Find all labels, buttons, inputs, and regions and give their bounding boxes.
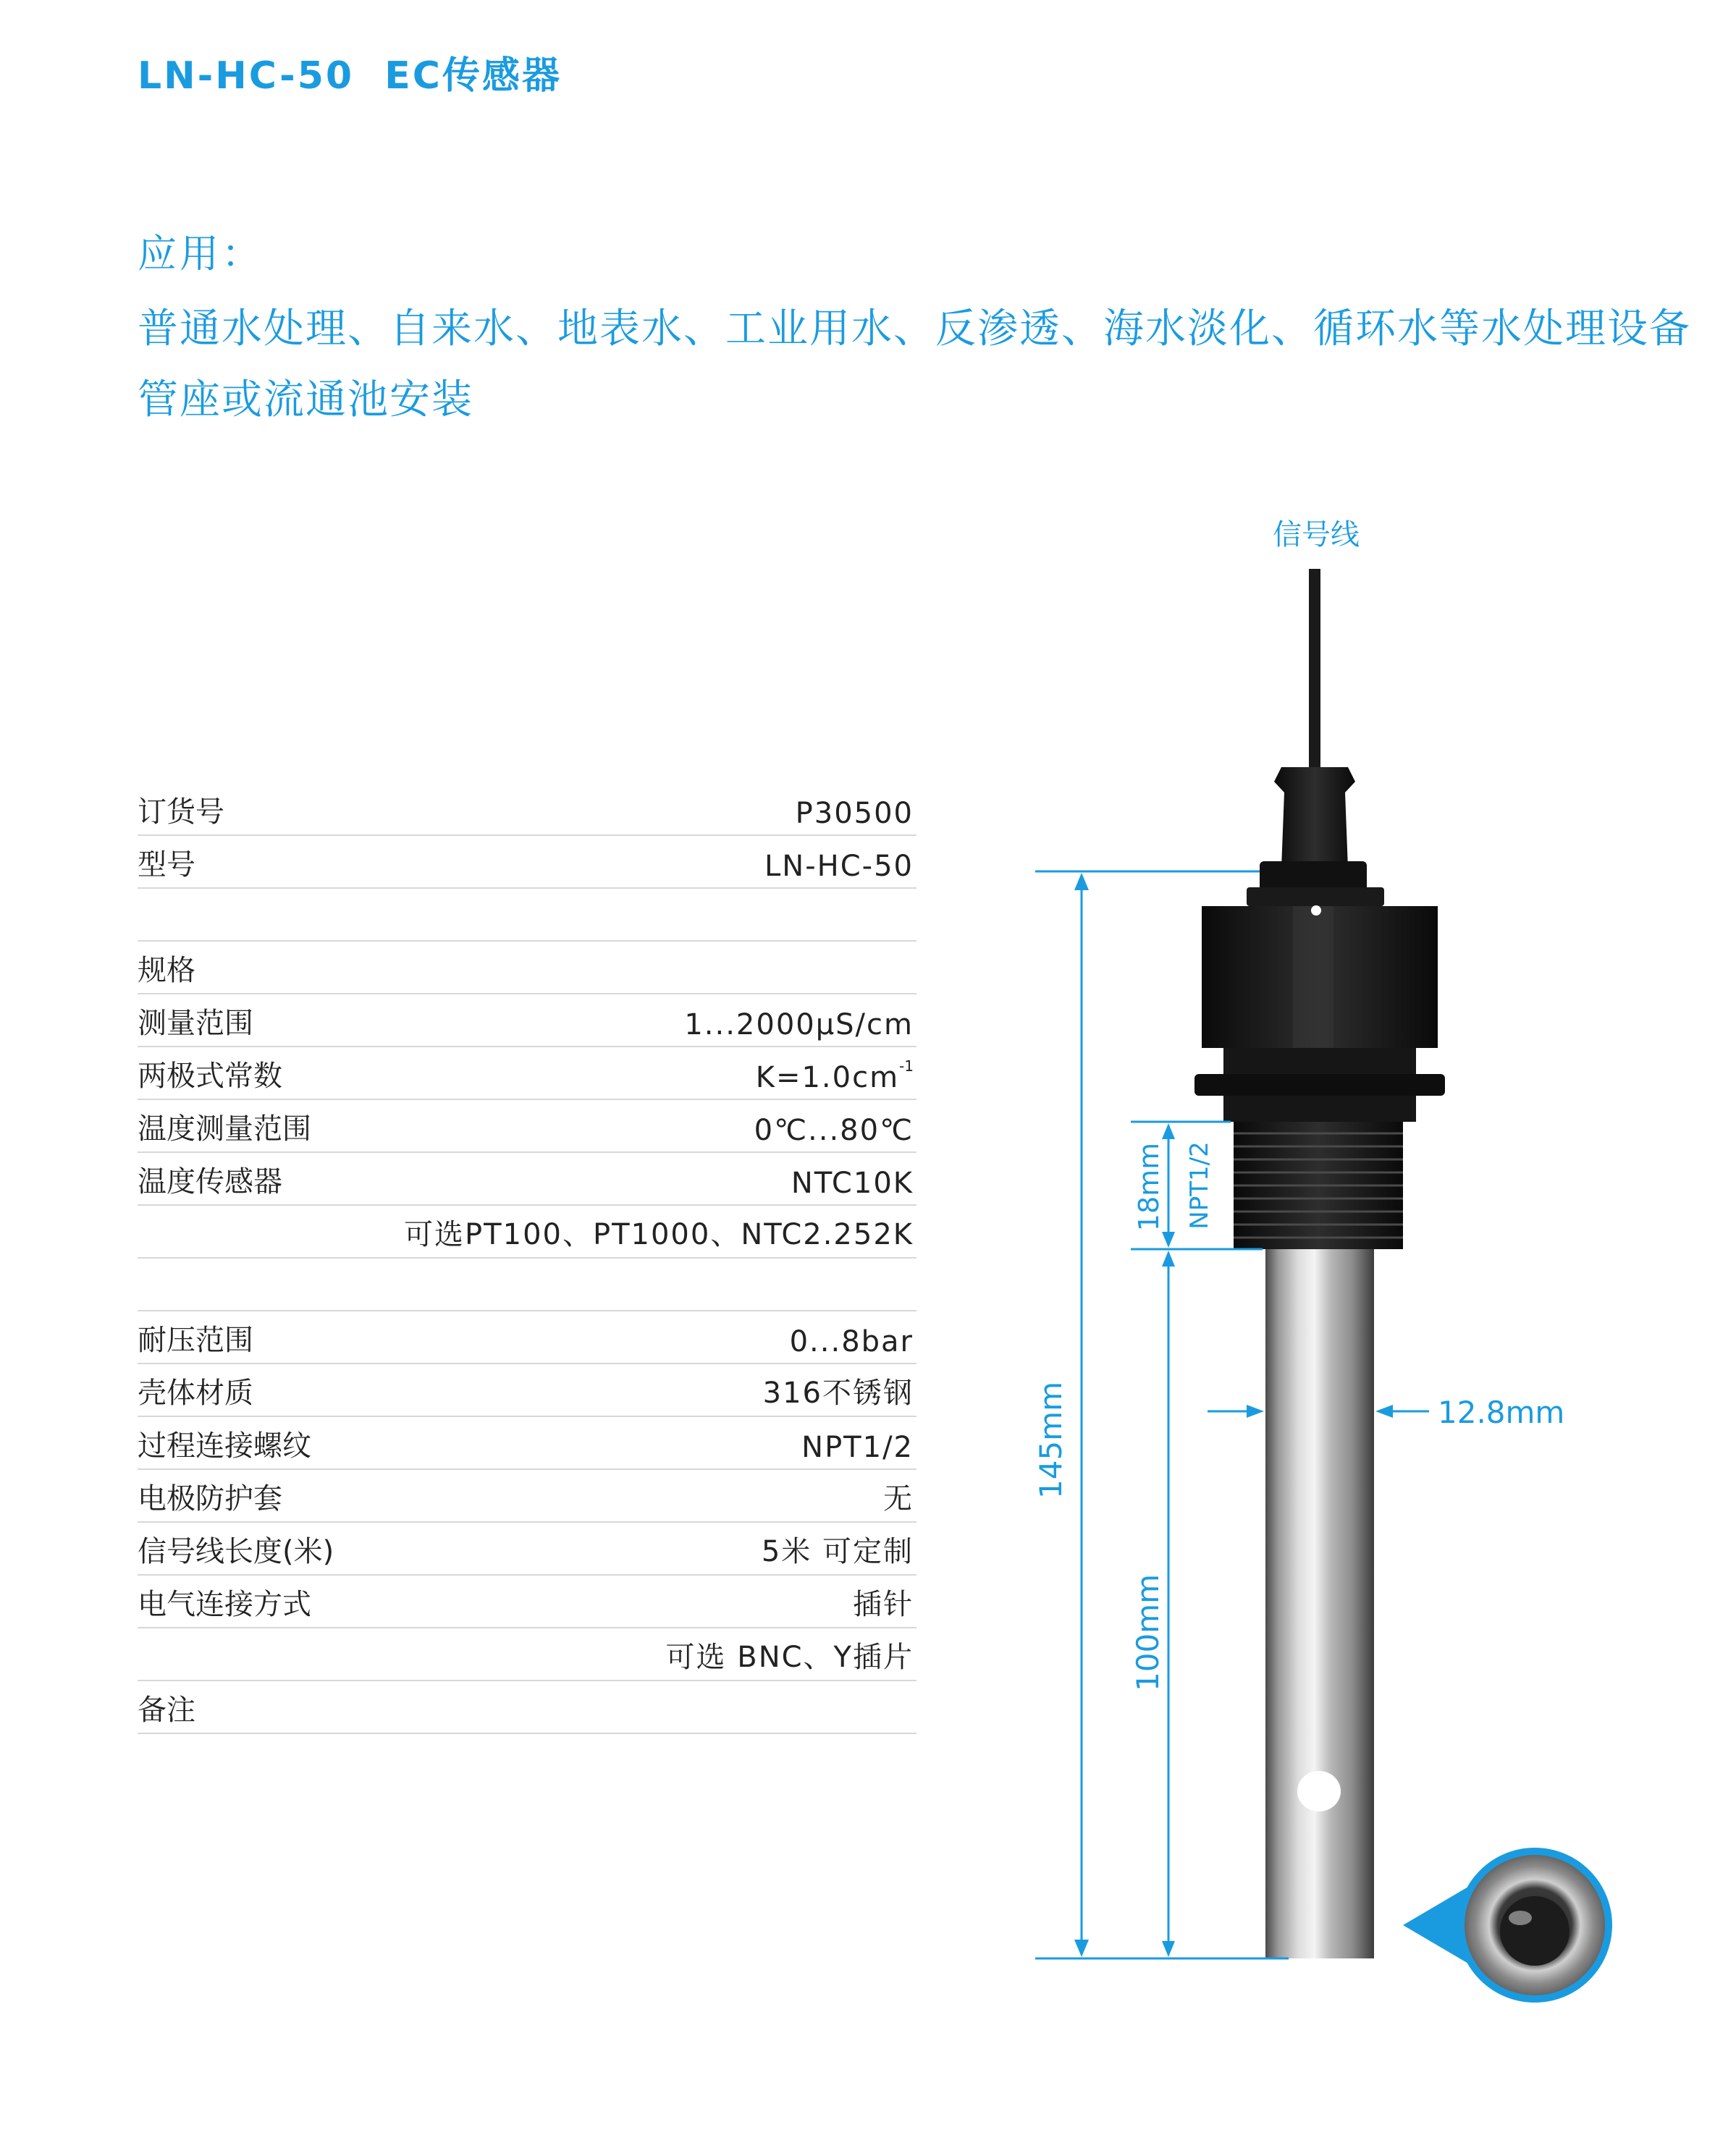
application-line-2: 管座或流通池安装 xyxy=(138,376,473,423)
spec-value: 0℃...80℃ xyxy=(754,1114,914,1147)
spec-value-text: K=1.0cm xyxy=(755,1061,900,1094)
collar-lower xyxy=(1223,1096,1416,1122)
spec-label: 信号线长度(米) xyxy=(138,1535,334,1568)
end-view-bore xyxy=(1500,1896,1569,1966)
dim-arrow xyxy=(1162,1123,1175,1139)
spec-value: 无 xyxy=(883,1482,914,1515)
dim-arrow xyxy=(1162,1251,1175,1267)
spec-value: NPT1/2 xyxy=(801,1431,914,1464)
hex-nut-face xyxy=(1293,906,1333,1048)
spec-value: P30500 xyxy=(795,797,914,830)
electrode-hole xyxy=(1297,1771,1341,1812)
dim-diameter-label: 12.8mm xyxy=(1438,1395,1565,1430)
end-view-highlight xyxy=(1509,1911,1532,1925)
spec-label: 耐压范围 xyxy=(138,1324,253,1357)
signal-cable xyxy=(1309,569,1320,779)
spec-label: 电气连接方式 xyxy=(138,1588,311,1621)
collar xyxy=(1223,1048,1416,1074)
spec-value: 0...8bar xyxy=(789,1325,914,1358)
dim-100-label: 100mm xyxy=(1130,1574,1166,1691)
page-title: LN-HC-50 EC传感器 xyxy=(138,54,562,98)
dim-arrow xyxy=(1375,1405,1393,1418)
spec-value: 插针 xyxy=(853,1588,914,1621)
spec-label: 订货号 xyxy=(138,795,224,829)
spec-label: 温度传感器 xyxy=(138,1165,282,1199)
thread-type-label: NPT1/2 xyxy=(1185,1141,1214,1230)
spec-value-exponent: -1 xyxy=(899,1057,914,1075)
spec-value: 1...2000μS/cm xyxy=(684,1008,914,1041)
spec-label: 备注 xyxy=(138,1694,195,1727)
dim-18-label: 18mm xyxy=(1133,1142,1165,1232)
spec-value: NTC10K xyxy=(791,1167,914,1200)
spec-label: 两极式常数 xyxy=(138,1060,282,1093)
application-line-1: 普通水处理、自来水、地表水、工业用水、反渗透、海水淡化、循环水等水处理设备 xyxy=(138,305,1691,352)
spec-value: 5米 可定制 xyxy=(761,1535,914,1568)
spec-label: 温度测量范围 xyxy=(138,1112,311,1146)
spec-label: 电极防护套 xyxy=(138,1482,282,1515)
spec-section-heading: 规格 xyxy=(138,954,195,987)
dim-arrow xyxy=(1162,1941,1175,1957)
spec-value: 可选PT100、PT1000、NTC2.252K xyxy=(404,1218,914,1251)
dim-arrow xyxy=(1162,1232,1175,1248)
cable-label: 信号线 xyxy=(1273,518,1360,551)
o-ring-flange xyxy=(1194,1074,1445,1096)
steel-electrode xyxy=(1265,1249,1374,1958)
application-heading: 应用： xyxy=(138,231,264,276)
nut-marker xyxy=(1311,905,1321,916)
spec-value: 可选 BNC、Y插片 xyxy=(665,1641,914,1674)
spec-label: 壳体材质 xyxy=(138,1377,253,1410)
spec-value: LN-HC-50 xyxy=(764,850,914,883)
dim-arrow xyxy=(1247,1405,1264,1418)
spec-label: 过程连接螺纹 xyxy=(138,1429,311,1463)
spec-value: 316不锈钢 xyxy=(762,1377,914,1410)
strain-relief xyxy=(1274,767,1355,868)
cable-gland-flange xyxy=(1247,887,1384,906)
dim-145-label: 145mm xyxy=(1033,1382,1069,1499)
spec-label: 型号 xyxy=(138,848,195,882)
spec-label: 测量范围 xyxy=(138,1007,253,1040)
dim-arrow xyxy=(1074,873,1089,890)
dim-arrow xyxy=(1074,1940,1089,1957)
